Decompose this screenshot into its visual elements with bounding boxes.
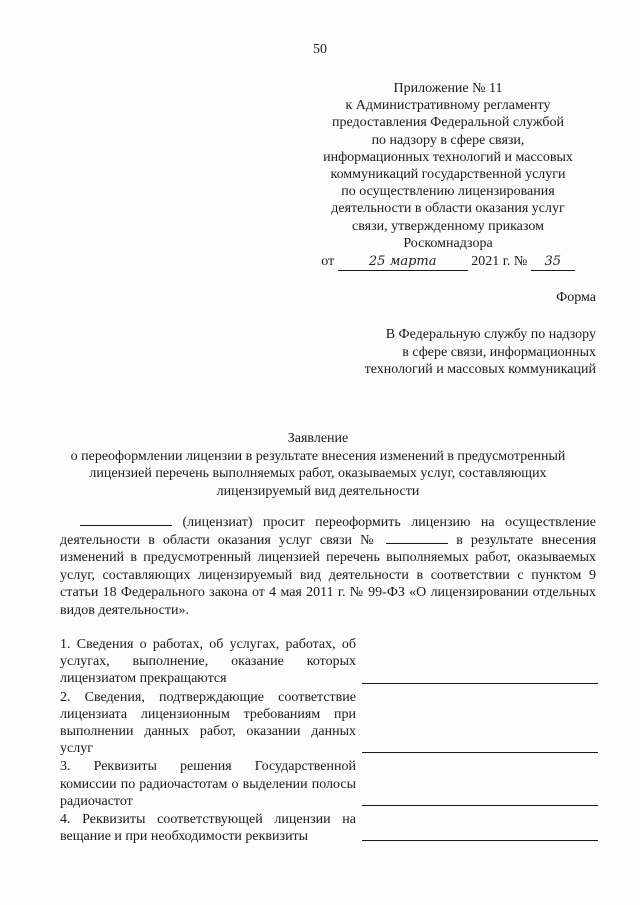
addressee-line: технологий и массовых коммуникаций xyxy=(364,362,596,377)
handwritten-order-number: 35 xyxy=(531,254,575,271)
appendix-line: к Административному регламенту xyxy=(345,98,551,114)
list-item xyxy=(60,689,598,758)
statement-subtitle-line: лицензией перечень выполняемых работ, оказываемых услуг, составляющих xyxy=(89,466,547,481)
handwritten-order-date: 25 марта xyxy=(338,254,468,271)
appendix-line: информационных технологий и массовых xyxy=(323,149,573,165)
list-item xyxy=(60,811,598,845)
addressee-line: В Федеральную службу по надзору xyxy=(385,327,596,342)
info-item-fill-line[interactable] xyxy=(362,752,598,753)
licensee-name-blank[interactable] xyxy=(80,514,172,526)
info-item-text: 1. Сведения о работах, об услугах, работах, об услугах, выполнение, оказание которых лицензиатом прекращаются xyxy=(60,637,356,687)
appendix-line: Роскомнадзора xyxy=(403,235,493,251)
statement-title: Заявление xyxy=(287,431,349,446)
appendix-line: по надзору в сфере связи, xyxy=(371,132,525,148)
appendix-line: предоставления Федеральной службой xyxy=(332,115,564,131)
form-label: Форма xyxy=(556,290,596,305)
appendix-line: связи, утвержденному приказом xyxy=(352,218,544,234)
order-line xyxy=(300,253,596,271)
appendix-line: по осуществлению лицензирования xyxy=(341,184,555,200)
info-item-text: 3. Реквизиты решения Государственной комиссии по радиочастотам о выделении полосы радиочастот xyxy=(60,759,356,809)
info-item-text: 4. Реквизиты соответствующей лицензии на вещание и при необходимости реквизиты xyxy=(60,812,356,845)
addressee-block xyxy=(336,326,596,379)
body-part2: в результате внесения изменений в предусмотренный лицензией перечень выполняемых работ, оказываемых услуг, составляющих лицензируемый вид деятельности в соответствии с пунктом 9 статьи 18 Федерального закона от 4 мая 2011 г. № 99-ФЗ «О лицензировании отдельных видов деятельности». xyxy=(60,532,597,618)
license-number-blank[interactable] xyxy=(386,532,448,544)
body-part1: (лицензиат) просит переоформить лицензию на осуществление деятельности в области оказания услуг связи № xyxy=(60,515,596,548)
appendix-line: деятельности в области оказания услуг xyxy=(331,201,565,217)
info-item-fill-line[interactable] xyxy=(362,840,598,841)
appendix-line: коммуникаций государственной услуги xyxy=(330,167,566,183)
appendix-line: Приложение № 11 xyxy=(393,81,503,96)
statement-heading xyxy=(40,430,596,500)
statement-subtitle-line: лицензируемый вид деятельности xyxy=(216,483,420,499)
statement-body xyxy=(60,514,596,619)
info-item-text: 2. Сведения, подтверждающие соответствие лицензиата лицензионным требованиям при выполнении данных работ, оказании данных услуг xyxy=(60,689,356,757)
order-year: 2021 г. № xyxy=(471,254,528,270)
info-list xyxy=(60,636,598,846)
page-number: 50 xyxy=(313,42,327,57)
order-prefix: от xyxy=(321,254,335,270)
list-item xyxy=(60,758,598,810)
info-item-fill-line[interactable] xyxy=(362,805,598,806)
list-item xyxy=(60,636,598,688)
addressee-line: в сфере связи, информационных xyxy=(402,344,596,360)
info-item-fill-line[interactable] xyxy=(362,683,598,684)
appendix-header xyxy=(300,80,596,271)
statement-subtitle-line: о переоформлении лицензии в результате внесения изменений в предусмотренный xyxy=(70,448,566,464)
